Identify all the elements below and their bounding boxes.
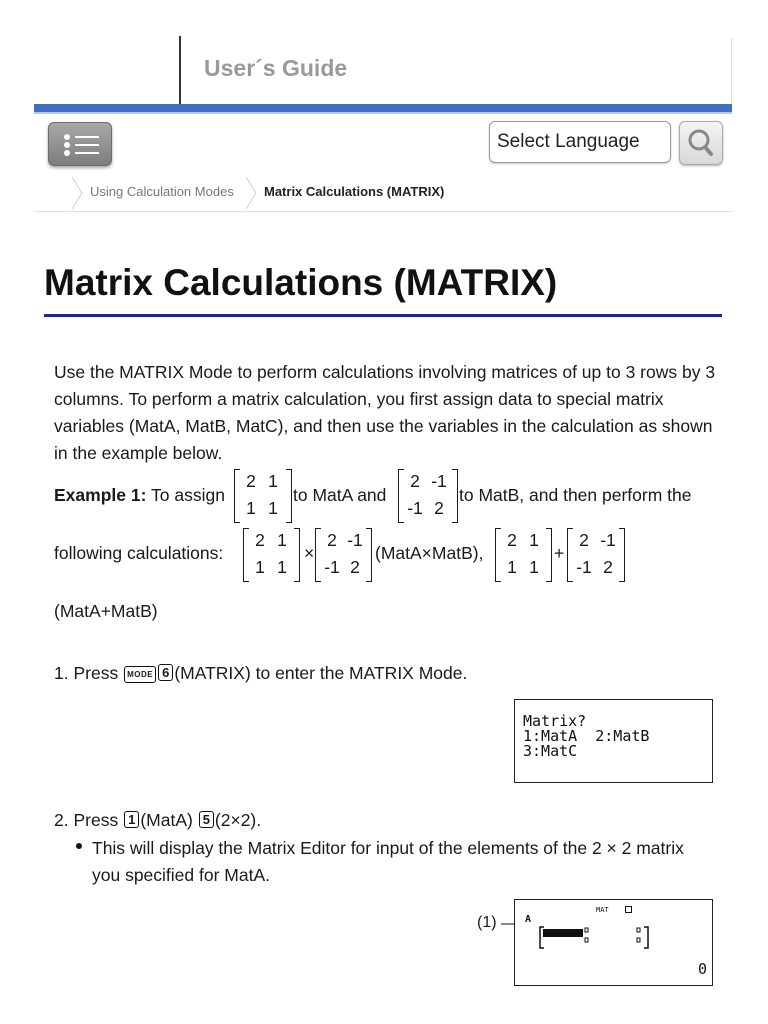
step-1-prefix: 1. Press [54, 663, 119, 683]
matrix-cell: 2 [350, 557, 360, 577]
key-5: 5 [199, 811, 214, 828]
breadcrumb [34, 176, 732, 212]
matrix-name: A [525, 914, 532, 925]
intro-paragraph: Use the MATRIX Mode to perform calculations involving matrices of up to 3 rows by 3 columns. To perform a matrix calculation, you first assign data to special matrix variables (MatA, MatB, MatC), and then use the variables in the calculation as shown in the example below. [54, 362, 716, 463]
add-label: (MatA+MatB) [54, 601, 158, 621]
mul-label: (MatA×MatB), [375, 543, 484, 563]
example-to-mata: to MatA and [293, 485, 387, 505]
title-underline [44, 314, 722, 317]
search-button[interactable] [679, 121, 723, 165]
bullet-icon [76, 843, 82, 849]
breadcrumb-item-using-calculation-modes[interactable]: Using Calculation Modes [90, 184, 234, 199]
matrix-cell: -1 [324, 557, 340, 577]
header-divider [179, 36, 181, 104]
step-1-suffix: (MATRIX) to enter the MATRIX Mode. [174, 663, 468, 683]
language-select[interactable]: Select Language [489, 121, 671, 163]
key-1: 1 [124, 811, 139, 828]
screen-line: Matrix? [523, 712, 587, 730]
callout-label: (1) [477, 914, 497, 931]
step-2-prefix: 2. Press [54, 810, 119, 830]
step-2-suffix: (2×2). [214, 810, 262, 830]
matrix-editor-grid [539, 924, 659, 952]
screen-value: 0 [697, 960, 707, 978]
page-title: Matrix Calculations (MATRIX) [44, 262, 558, 303]
matrix-matb [567, 528, 625, 582]
matrix-cell: 1 [255, 557, 265, 577]
matrix-matb [315, 528, 372, 582]
matrix-cell: 2 [579, 530, 589, 550]
times-operator: × [304, 543, 315, 563]
matrix-mata [243, 528, 300, 582]
example-following: following calculations: [54, 543, 224, 563]
matrix-cell: 2 [434, 498, 444, 518]
matrix-cell: 1 [529, 530, 539, 550]
matrix-cell: -1 [600, 530, 616, 550]
matrix-cell: 1 [268, 471, 278, 491]
matrix-cell: 2 [327, 530, 337, 550]
matrix-cell: 2 [246, 471, 256, 491]
step-1 [54, 663, 467, 684]
matrix-cell: -1 [576, 557, 592, 577]
guide-title: User´s Guide [204, 55, 348, 81]
matrix-mata [495, 528, 552, 582]
matrix-cell: 2 [507, 530, 517, 550]
matrix-cell: 2 [603, 557, 613, 577]
breadcrumb-separator-icon [244, 176, 258, 210]
matrix-cell: 1 [246, 498, 256, 518]
header-accent-shadow [34, 112, 732, 114]
matrix-cell: 2 [410, 471, 420, 491]
mat-indicator: MAT [596, 906, 609, 914]
calculator-screen-matrix-editor [514, 899, 713, 986]
mode-key: MODE [124, 666, 156, 683]
calculator-screen-matrix-menu [514, 699, 713, 783]
breadcrumb-item-current: Matrix Calculations (MATRIX) [264, 184, 445, 199]
example-label: Example 1: [54, 485, 147, 505]
matrix-mata [234, 469, 292, 523]
indicator-box-icon [625, 906, 632, 913]
screen-line: 3:MatC [523, 742, 578, 760]
screen-line: 1:MatA 2:MatB [523, 727, 650, 745]
header-border [731, 38, 732, 104]
plus-operator: + [554, 543, 565, 563]
step-2-mid: (MatA) [140, 810, 193, 830]
header-accent-bar [34, 104, 732, 112]
matrix-cell: 1 [277, 557, 287, 577]
breadcrumb-separator-icon [70, 176, 84, 210]
example-to-matb: to MatB, and then perform the [459, 485, 692, 505]
search-icon [679, 121, 723, 165]
matrix-cell: 2 [255, 530, 265, 550]
matrix-cell: -1 [407, 498, 423, 518]
step-2 [54, 810, 261, 831]
step-2-bullet: This will display the Matrix Editor for input of the elements of the 2 × 2 matrix you specified for MatA. [92, 838, 684, 885]
matrix-cell: 1 [277, 530, 287, 550]
matrix-matb [398, 469, 458, 523]
matrix-cell: 1 [507, 557, 517, 577]
matrix-cell: 1 [529, 557, 539, 577]
example-to-assign: To assign [151, 485, 225, 505]
matrix-cell: -1 [431, 471, 447, 491]
key-6: 6 [158, 664, 173, 681]
matrix-cell: -1 [347, 530, 363, 550]
matrix-cell: 1 [268, 498, 278, 518]
menu-button[interactable] [48, 122, 112, 166]
